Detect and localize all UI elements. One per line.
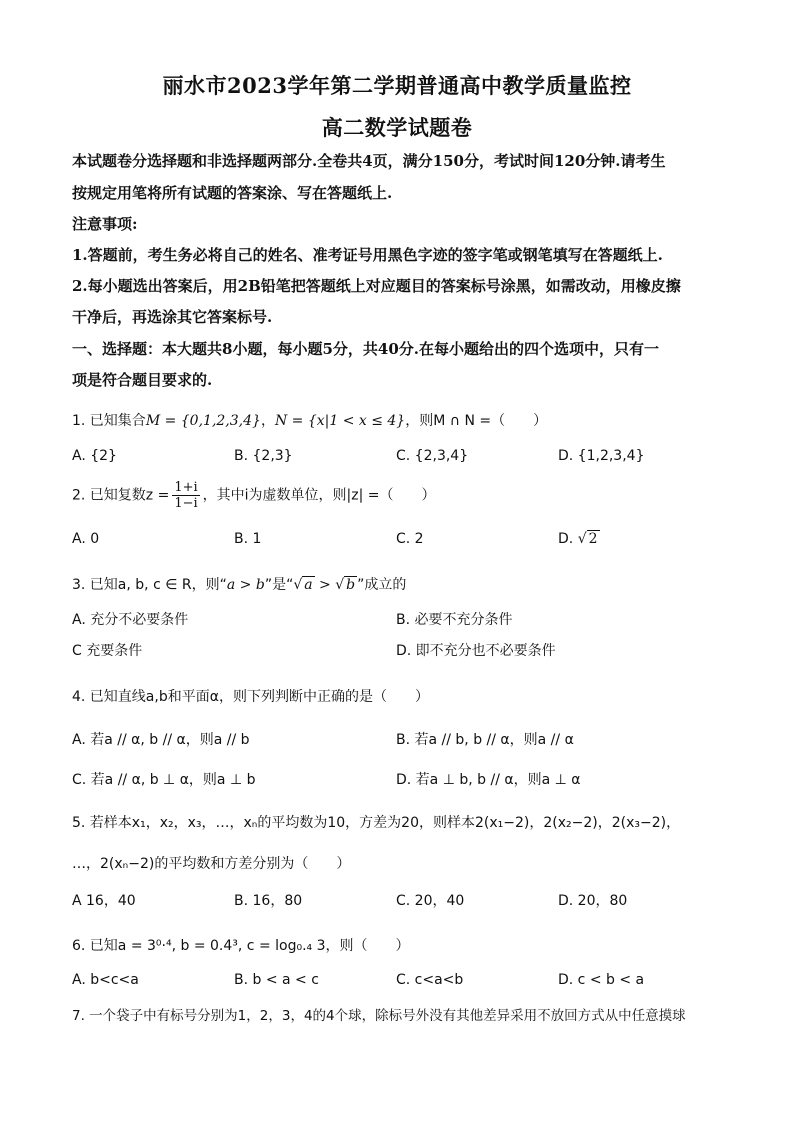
- exam-subtitle: 高二数学试题卷: [321, 115, 473, 140]
- q1-option-c: C. {2,3,4}: [396, 448, 469, 464]
- q5-option-a: A 16，40: [72, 893, 136, 909]
- question-5-line-2: …，2(xₙ−2)的平均数和方差分别为（ ）: [72, 856, 351, 872]
- note-1: 1.答题前，考生务必将自己的姓名、准考证号用黑色字迹的签字笔或钢笔填写在答题纸上.: [72, 246, 663, 264]
- q3-gt: >: [314, 577, 336, 593]
- question-6-stem: 6. 已知a = 3⁰·⁴, b = 0.4³, c = log₀.₄ 3，则（ ）: [72, 938, 410, 954]
- question-5-line-1: 5. 若样本x₁，x₂，x₃，…，xₙ的平均数为10，方差为20，则样本2(x₁−2)，2(x₂−2)，2(x₃−2)，: [72, 815, 681, 831]
- q3-option-b: B. 必要不充分条件: [396, 612, 513, 628]
- q1-option-b: B. {2,3}: [234, 448, 293, 464]
- q2-suffix: ，其中i为虚数单位，则|z| =（ ）: [202, 487, 436, 504]
- intro-line-2: 按规定用笔将所有试题的答案涂、写在答题纸上.: [72, 184, 393, 202]
- q3-suffix: ”成立的: [357, 577, 407, 593]
- q2-sqrt: √ 2: [577, 531, 598, 547]
- q6-option-d: D. c < b < a: [558, 972, 645, 988]
- q1-suffix: ，则M ∩ N =（ ）: [405, 413, 548, 429]
- question-3-stem: [72, 574, 406, 594]
- q3-mid: ”是“: [264, 577, 294, 593]
- q1-set-m: M = {0,1,2,3,4}: [145, 413, 261, 429]
- question-1-stem: [72, 410, 547, 430]
- q6-option-c: C. c<a<b: [396, 972, 464, 988]
- exam-title: 丽水市2023学年第二学期普通高中教学质量监控: [162, 73, 632, 98]
- q1-option-a: A. {2}: [72, 448, 117, 464]
- q3-option-a: A. 充分不必要条件: [72, 612, 189, 628]
- q5-option-c: C. 20，40: [396, 893, 465, 909]
- q3-condition-1: a > b: [226, 577, 265, 593]
- q5-option-b: B. 16，80: [234, 893, 303, 909]
- q6-option-a: A. b<c<a: [72, 972, 139, 988]
- section-1-heading-line-2: 项是符合题目要求的.: [72, 371, 213, 389]
- q2-option-c: C. 2: [396, 531, 424, 547]
- q3-radicand-b: b: [346, 577, 356, 593]
- q2-denominator: 1−i: [174, 496, 198, 511]
- q2-option-a: A. 0: [72, 531, 100, 547]
- q2-numerator: 1+i: [174, 480, 198, 495]
- q3-option-c: C 充要条件: [72, 643, 143, 659]
- q2-option-d: [558, 531, 600, 547]
- q4-option-a: A. 若a // α, b // α，则a // b: [72, 732, 250, 748]
- note-2-line-1: 2.每小题选出答案后，用2B铅笔把答题纸上对应题目的答案标号涂黑，如需改动，用橡皮擦: [72, 277, 681, 295]
- q4-option-b: B. 若a // b, b // α，则a // α: [396, 732, 574, 748]
- section-1-heading-line-1: 一、选择题：本大题共8小题，每小题5分，共40分.在每小题给出的四个选项中，只有一: [72, 340, 659, 358]
- q2-prefix: 2. 已知复数z =: [72, 487, 170, 504]
- note-2-line-2: 干净后，再选涂其它答案标号.: [72, 308, 273, 326]
- q4-option-c: C. 若a // α, b ⊥ α，则a ⊥ b: [72, 772, 256, 788]
- q3-option-d: D. 即不充分也不必要条件: [396, 643, 556, 659]
- q2-fraction: [172, 480, 199, 511]
- question-2-stem: [72, 480, 436, 511]
- q1-option-d: D. {1,2,3,4}: [558, 448, 645, 464]
- q1-prefix: 1. 已知集合: [72, 413, 146, 429]
- q3-sqrt-b: √ b: [335, 577, 356, 593]
- q5-option-d: D. 20，80: [558, 893, 628, 909]
- q3-prefix: 3. 已知a, b, c ∈ R，则“: [72, 577, 227, 593]
- question-7-stem: 7. 一个袋子中有标号分别为1，2，3，4的4个球，除标号外没有其他差异采用不放回方式从中任意摸球: [72, 1008, 686, 1024]
- notes-heading: 注意事项:: [72, 215, 138, 233]
- q6-option-b: B. b < a < c: [234, 972, 319, 988]
- q1-comma: ，: [260, 413, 275, 429]
- q3-sqrt-a: √ a: [293, 577, 313, 593]
- question-4-stem: 4. 已知直线a,b和平面α，则下列判断中正确的是（ ）: [72, 689, 429, 705]
- q2-sqrt-radicand: 2: [588, 531, 598, 547]
- q4-option-d: D. 若a ⊥ b, b // α，则a ⊥ α: [396, 772, 581, 788]
- q1-set-n: N = {x|1 < x ≤ 4}: [274, 413, 406, 429]
- q3-radicand-a: a: [304, 577, 313, 593]
- q2-option-d-label: D.: [558, 531, 574, 547]
- q2-option-b: B. 1: [234, 531, 262, 547]
- intro-line-1: 本试题卷分选择题和非选择题两部分.全卷共4页，满分150分，考试时间120分钟.请考生: [72, 152, 666, 170]
